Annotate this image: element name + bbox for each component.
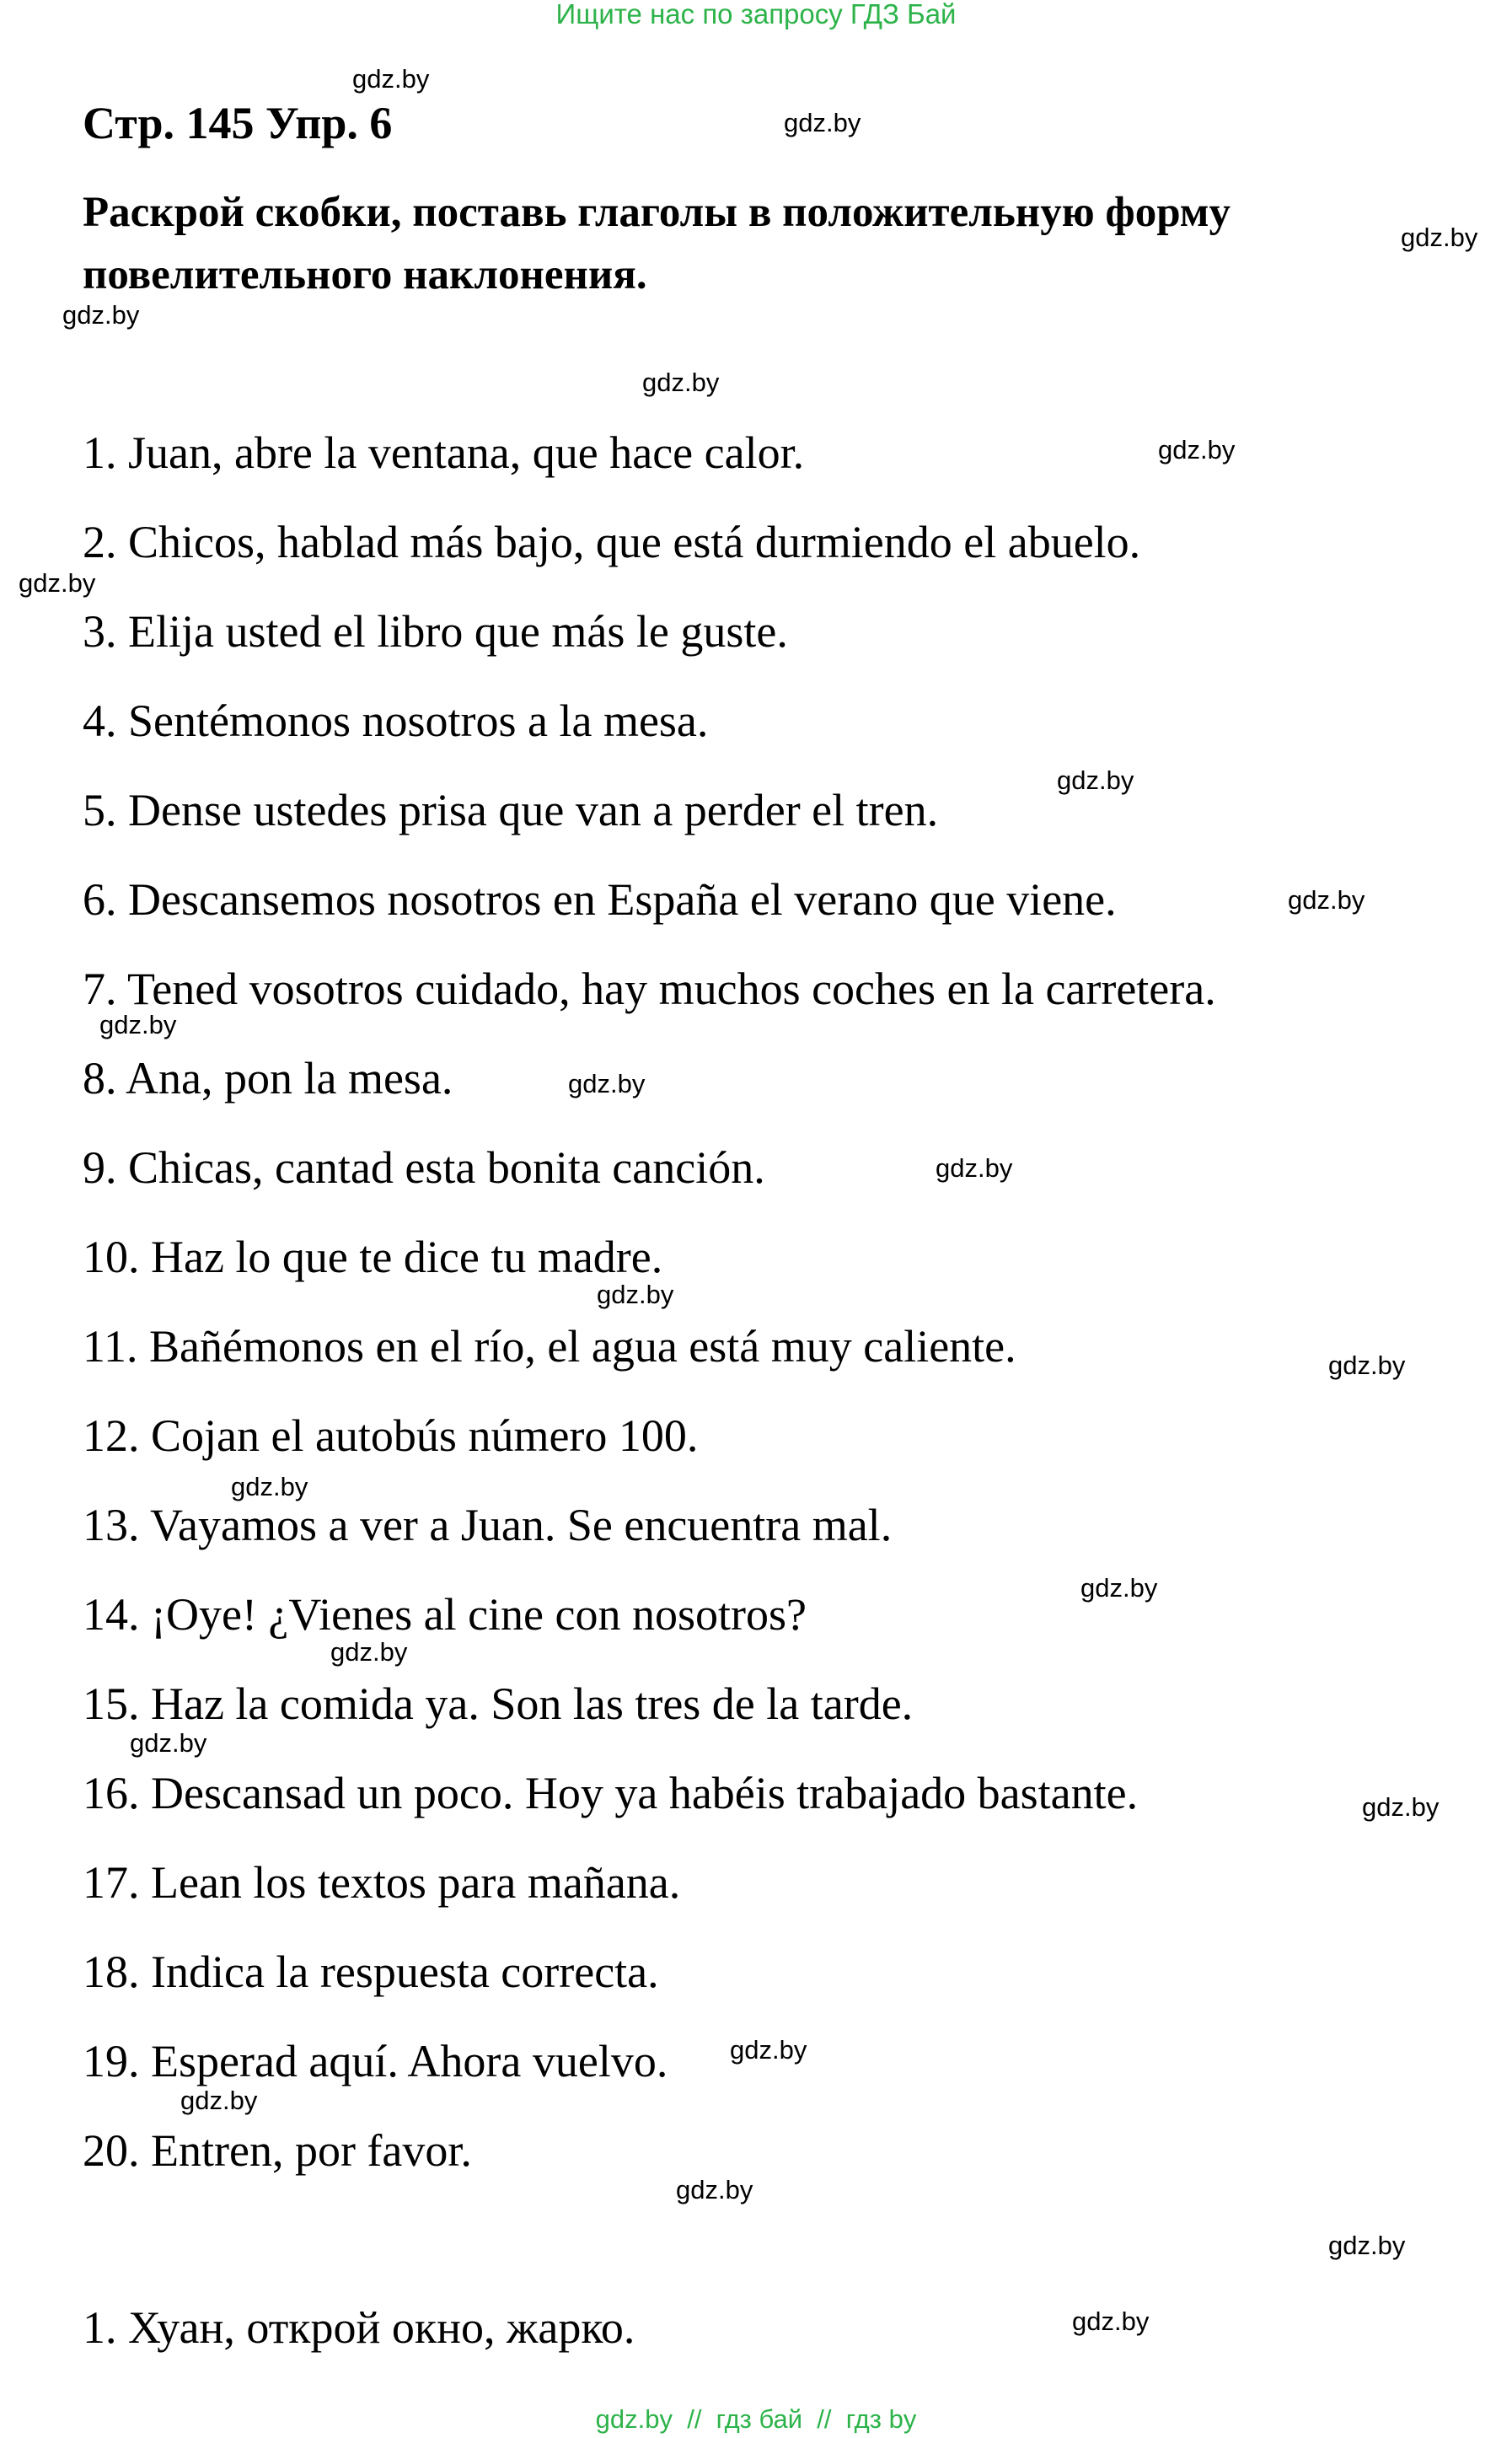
- watermark: gdz.by: [130, 1728, 207, 1758]
- answer-item: 15. Haz la comida ya. Son las tres de la tarde.: [83, 1678, 914, 1729]
- answer-item: 10. Haz lo que te dice tu madre.: [83, 1232, 663, 1282]
- watermark: gdz.by: [1288, 885, 1365, 915]
- watermark: gdz.by: [231, 1472, 308, 1501]
- answer-item: 16. Descansad un poco. Hoy ya habéis trabajado bastante.: [83, 1768, 1139, 1818]
- page-title: Стр. 145 Упр. 6: [83, 98, 393, 148]
- answer-item: 11. Bañémonos en el río, el agua está muy caliente.: [83, 1321, 1016, 1372]
- watermark: gdz.by: [568, 1069, 646, 1098]
- site-banner: Ищите нас по запросу ГДЗ Бай: [555, 0, 957, 30]
- task-line-2: повелительного наклонения.: [83, 251, 647, 298]
- watermark: gdz.by: [730, 2035, 807, 2065]
- watermark: gdz.by: [62, 300, 140, 330]
- watermark: gdz.by: [352, 64, 430, 94]
- answer-item: 7. Tened vosotros cuidado, hay muchos coches en la carretera.: [83, 964, 1216, 1014]
- answer-item: 18. Indica la respuesta correcta.: [83, 1947, 659, 1997]
- watermark: gdz.by: [1158, 435, 1236, 465]
- watermark: gdz.by: [597, 1280, 674, 1309]
- watermark: gdz.by: [1080, 1573, 1158, 1603]
- watermark: gdz.by: [936, 1153, 1013, 1183]
- answer-item: 17. Lean los textos para mañana.: [83, 1857, 681, 1908]
- watermark: gdz.by: [642, 368, 720, 397]
- watermark: gdz.by: [19, 568, 96, 598]
- watermark: gdz.by: [784, 108, 861, 137]
- watermark: gdz.by: [1328, 2231, 1406, 2260]
- watermark: gdz.by: [180, 2086, 258, 2115]
- answer-item: 3. Elija usted el libro que más le guste.: [83, 606, 788, 657]
- answer-item: 2. Chicos, hablad más bajo, que está durmiendo el abuelo.: [83, 517, 1141, 567]
- answer-item: 4. Sentémonos nosotros a la mesa.: [83, 695, 709, 746]
- watermark: gdz.by: [99, 1010, 177, 1039]
- watermark: gdz.by: [1362, 1792, 1440, 1822]
- answer-item: 9. Chicas, cantad esta bonita canción.: [83, 1142, 765, 1193]
- watermark: gdz.by: [1072, 2306, 1150, 2336]
- answer-item: 13. Vayamos a ver a Juan. Se encuentra mal.: [83, 1500, 893, 1550]
- watermark: gdz.by: [1401, 223, 1478, 252]
- footer-text: gdz.by // гдз бай // гдз by: [595, 2404, 917, 2434]
- answer-item: 5. Dense ustedes prisa que van a perder el tren.: [83, 785, 939, 835]
- watermark: gdz.by: [676, 2175, 753, 2204]
- footer-links: [0, 2403, 1512, 2436]
- answer-item: 19. Esperad aquí. Ahora vuelvo.: [83, 2036, 668, 2086]
- watermark: gdz.by: [330, 1637, 408, 1667]
- answer-item: 14. ¡Oye! ¿Vienes al cine con nosotros?: [83, 1589, 807, 1640]
- answer-item: 12. Cojan el autobús número 100.: [83, 1410, 699, 1461]
- answer-item: 20. Entren, por favor.: [83, 2125, 472, 2176]
- answer-item: 6. Descansemos nosotros en España el verano que viene.: [83, 874, 1117, 925]
- answer-item: 1. Juan, abre la ventana, que hace calor.: [83, 427, 805, 478]
- task-line-1: Раскрой скобки, поставь глаголы в положительную форму: [83, 189, 1231, 236]
- translation-item: 1. Хуан, открой окно, жарко.: [83, 2302, 635, 2353]
- watermark: gdz.by: [1057, 765, 1134, 795]
- answer-item: 8. Ana, pon la mesa.: [83, 1053, 453, 1104]
- watermark: gdz.by: [1328, 1351, 1406, 1380]
